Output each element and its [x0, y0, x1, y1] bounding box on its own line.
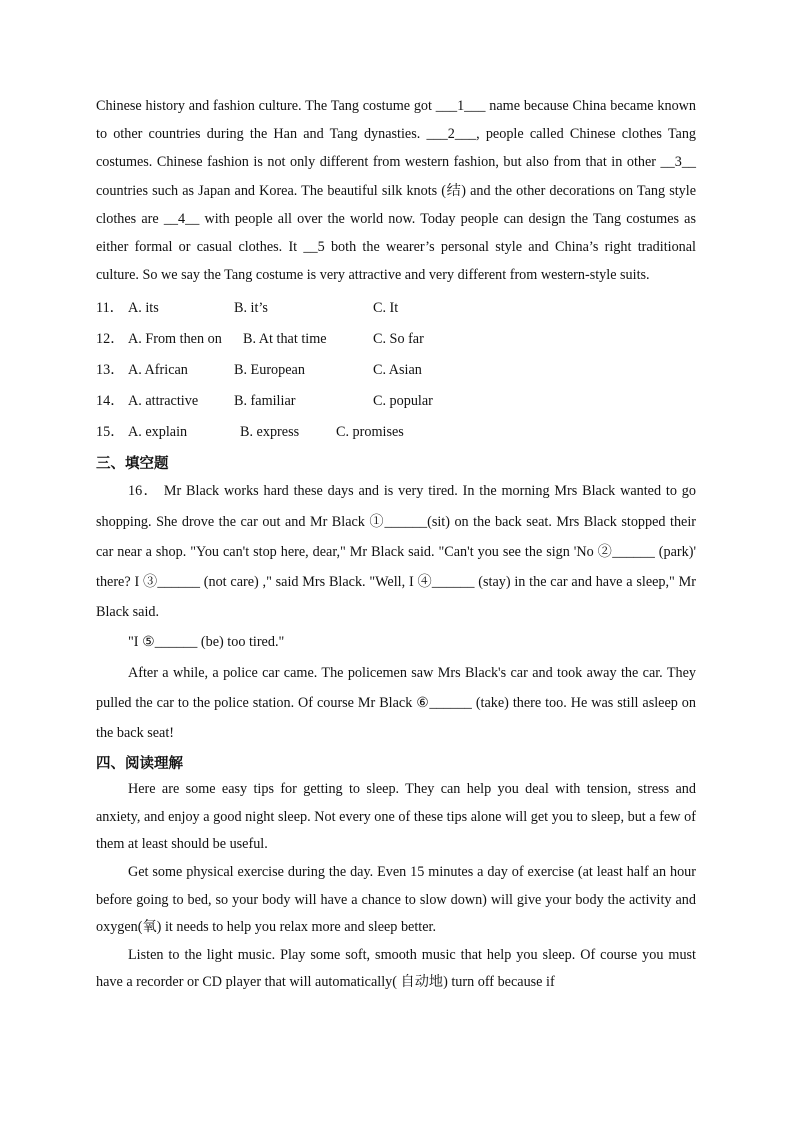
document-page [96, 92, 696, 997]
question-number: 15． [96, 424, 125, 441]
blank-2: ___2___ [426, 126, 477, 143]
option-b: B. At that time [243, 331, 327, 348]
option-a: A. African [128, 362, 188, 379]
reading-paragraph-1: Here are some easy tips for getting to sleep. They can help you deal with tension, stress and anxiety, and enjoy a good night sleep. Not every one of these tips alone will get you to sleep, but a few of them at least should be useful. [96, 781, 696, 853]
reading-paragraph-3: Listen to the light music. Play some soft, smooth music that help you sleep. Of course you must have a recorder or CD player that will automatically( 自动地) turn off because if [96, 946, 696, 991]
cloze-text-a: Chinese history and fashion culture. The Tang costume got [96, 98, 436, 114]
question-15 [96, 417, 696, 448]
option-a: A. From then on [128, 331, 222, 348]
option-b: B. express [240, 424, 300, 441]
option-b: B. it’s [234, 300, 268, 317]
option-b: B. familiar [234, 393, 296, 410]
fill-blank-ending: After a while, a police car came. The policemen saw Mrs Black's car and took away the car. They pulled the car to the police station. Of course Mr Black ⑥______ (take) there too. He was still asleep on the back seat! [96, 664, 696, 742]
question-12 [96, 324, 696, 355]
cloze-text-c: , people called Chinese clothes Tang costumes. Chinese fashion is not only different from western fashion, but also from that in other [96, 126, 697, 171]
option-c: C. promises [336, 424, 404, 441]
blank-4: __4__ [163, 210, 200, 227]
option-a: A. its [128, 300, 159, 317]
cloze-text-b: name because China became known to other countries during the Han and Tang dynasties. [96, 98, 696, 143]
question-11 [96, 293, 696, 324]
cloze-text-e: with people all over the world now. Today people can design the Tang costumes as either formal or casual clothes. It [96, 210, 696, 256]
option-a: A. attractive [128, 393, 199, 410]
option-c: C. Asian [373, 362, 422, 379]
blank-1: ___1___ [435, 98, 486, 114]
question-14 [96, 386, 696, 417]
option-c: C. So far [373, 331, 424, 348]
reading-paragraph-2: Get some physical exercise during the day. Even 15 minutes a day of exercise (at least half an hour before going to bed, so your body will have a chance to slow down) will give your body the activity and oxygen(氧) it needs to help you relax more and sleep better. [96, 864, 696, 936]
fill-blank-quote: "I ⑤______ (be) too tired." [128, 634, 285, 651]
option-a: A. explain [128, 424, 188, 441]
question-number: 13． [96, 362, 125, 379]
cloze-text-f: both the wearer’s personal style and China’s right traditional culture. So we say the Tang costume is very attractive and very different from western-style suits. [96, 239, 697, 284]
option-b: B. European [234, 362, 305, 379]
option-c: C. It [373, 300, 399, 317]
option-c: C. popular [373, 393, 433, 410]
question-number: 12． [96, 331, 125, 348]
section-heading-fill-blank: 三、填空题 [96, 456, 169, 473]
cloze-passage [96, 92, 696, 289]
cloze-text-d: countries such as Japan and Korea. The beautiful silk knots (结) and the other decorations on Tang style clothes are [96, 182, 696, 227]
question-number: 14． [96, 393, 125, 410]
blank-3: __3__ [660, 154, 696, 171]
section-heading-reading: 四、阅读理解 [96, 756, 183, 773]
blank-5: __5 [303, 239, 325, 256]
question-13 [96, 355, 696, 386]
fill-blank-passage: 16． Mr Black works hard these days and is very tired. In the morning Mrs Black wanted to go shopping. She drove the car out and Mr Black ①______(sit) on the back seat. Mrs Black stopped their car near a shop. "You can't stop here, dear," Mr Black said. "Can't you see the sign 'No ②______ (park)' there? I ③______ (not care) ," said Mrs Black. "Well, I ④______ (stay) in the car and have a sleep," Mr Black said. [96, 483, 696, 621]
question-number: 11． [96, 300, 124, 317]
